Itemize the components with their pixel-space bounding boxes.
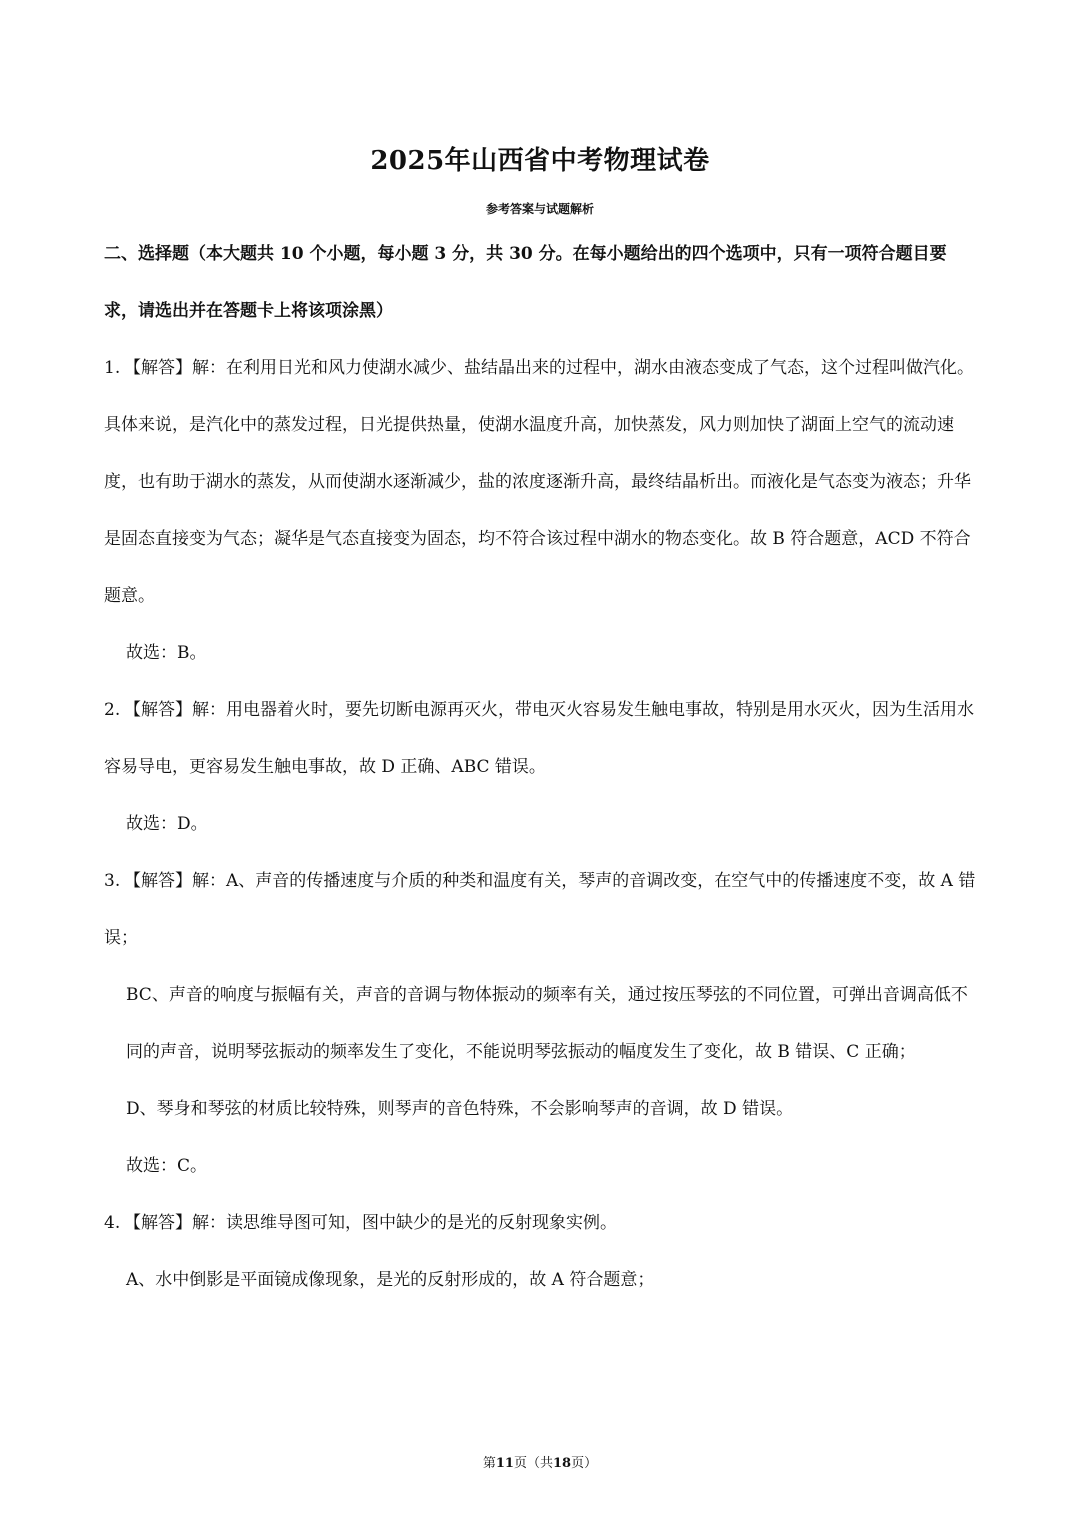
answer-paragraph: 【解答】解：在利用日光和风力使湖水减少、盐结晶出来的过程中，湖水由液态变成了气态，这个过程叫做汽化。具体来说，是汽化中的蒸发过程，日光提供热量，使湖水温度升高，加快蒸发，风力则加快了湖面上空气的流动速度，也有助于湖水的蒸发，从而使湖水逐渐减少，盐的浓度逐渐升高，最终结晶析出。而液化是气态变为液态；升华是固态直接变为气态；凝华是气态直接变为固态，均不符合该过程中湖水的物态变化。故 B 符合题意，ACD 不符合题意。	[104, 358, 974, 606]
question-4	[104, 1195, 980, 1309]
question-text	[104, 1195, 980, 1252]
page-subtitle: 参考答案与试题解析	[485, 202, 594, 216]
question-number: 3.	[104, 871, 121, 891]
question-number: 2.	[104, 700, 121, 720]
page-title: 2025年山西省中考物理试卷	[370, 146, 710, 176]
section-heading: 二、选择题（本大题共 10 个小题，每小题 3 分，共 30 分。在每小题给出的四个选项中，只有一项符合题目要求，请选出并在答题卡上将该项涂黑）	[104, 244, 947, 321]
answer-paragraph: D、琴身和琴弦的材质比较特殊，则琴声的音色特殊，不会影响琴声的音调，故 D 错误。	[126, 1099, 794, 1119]
answer-paragraph: BC、声音的响度与振幅有关，声音的音调与物体振动的频率有关，通过按压琴弦的不同位置，可弹出音调高低不同的声音，说明琴弦振动的频率发生了变化，不能说明琴弦振动的幅度发生了变化，故 B 错误、C 正确；	[126, 985, 968, 1062]
question-text	[104, 340, 980, 625]
answer-choice: 故选：B。	[126, 643, 207, 663]
answer-paragraph: A、水中倒影是平面镜成像现象，是光的反射形成的，故 A 符合题意；	[126, 1270, 655, 1290]
footer-middle: 页（共	[513, 1456, 553, 1471]
footer-page-number: 11	[495, 1456, 514, 1471]
question-number: 1.	[104, 358, 121, 378]
page-footer	[0, 1452, 1080, 1471]
answer-paragraph: 【解答】解：A、声音的传播速度与介质的种类和温度有关，琴声的音调改变，在空气中的传播速度不变，故 A 错误；	[104, 871, 976, 948]
question-2	[104, 682, 980, 853]
answer-paragraph: 【解答】解：读思维导图可知，图中缺少的是光的反射现象实例。	[124, 1213, 617, 1233]
question-number: 4.	[104, 1213, 121, 1233]
question-text	[104, 853, 980, 967]
question-text	[104, 682, 980, 796]
footer-total-pages: 18	[553, 1456, 572, 1471]
answer-choice: 故选：C。	[126, 1156, 208, 1176]
question-1	[104, 340, 980, 682]
question-3	[104, 853, 980, 1195]
footer-prefix: 第	[482, 1456, 496, 1471]
document-body	[104, 226, 980, 1309]
answer-choice: 故选：D。	[126, 814, 208, 834]
answer-paragraph: 【解答】解：用电器着火时，要先切断电源再灭火，带电灭火容易发生触电事故，特别是用水灭火，因为生活用水容易导电，更容易发生触电事故，故 D 正确、ABC 错误。	[104, 700, 974, 777]
footer-suffix: 页）	[571, 1456, 598, 1471]
